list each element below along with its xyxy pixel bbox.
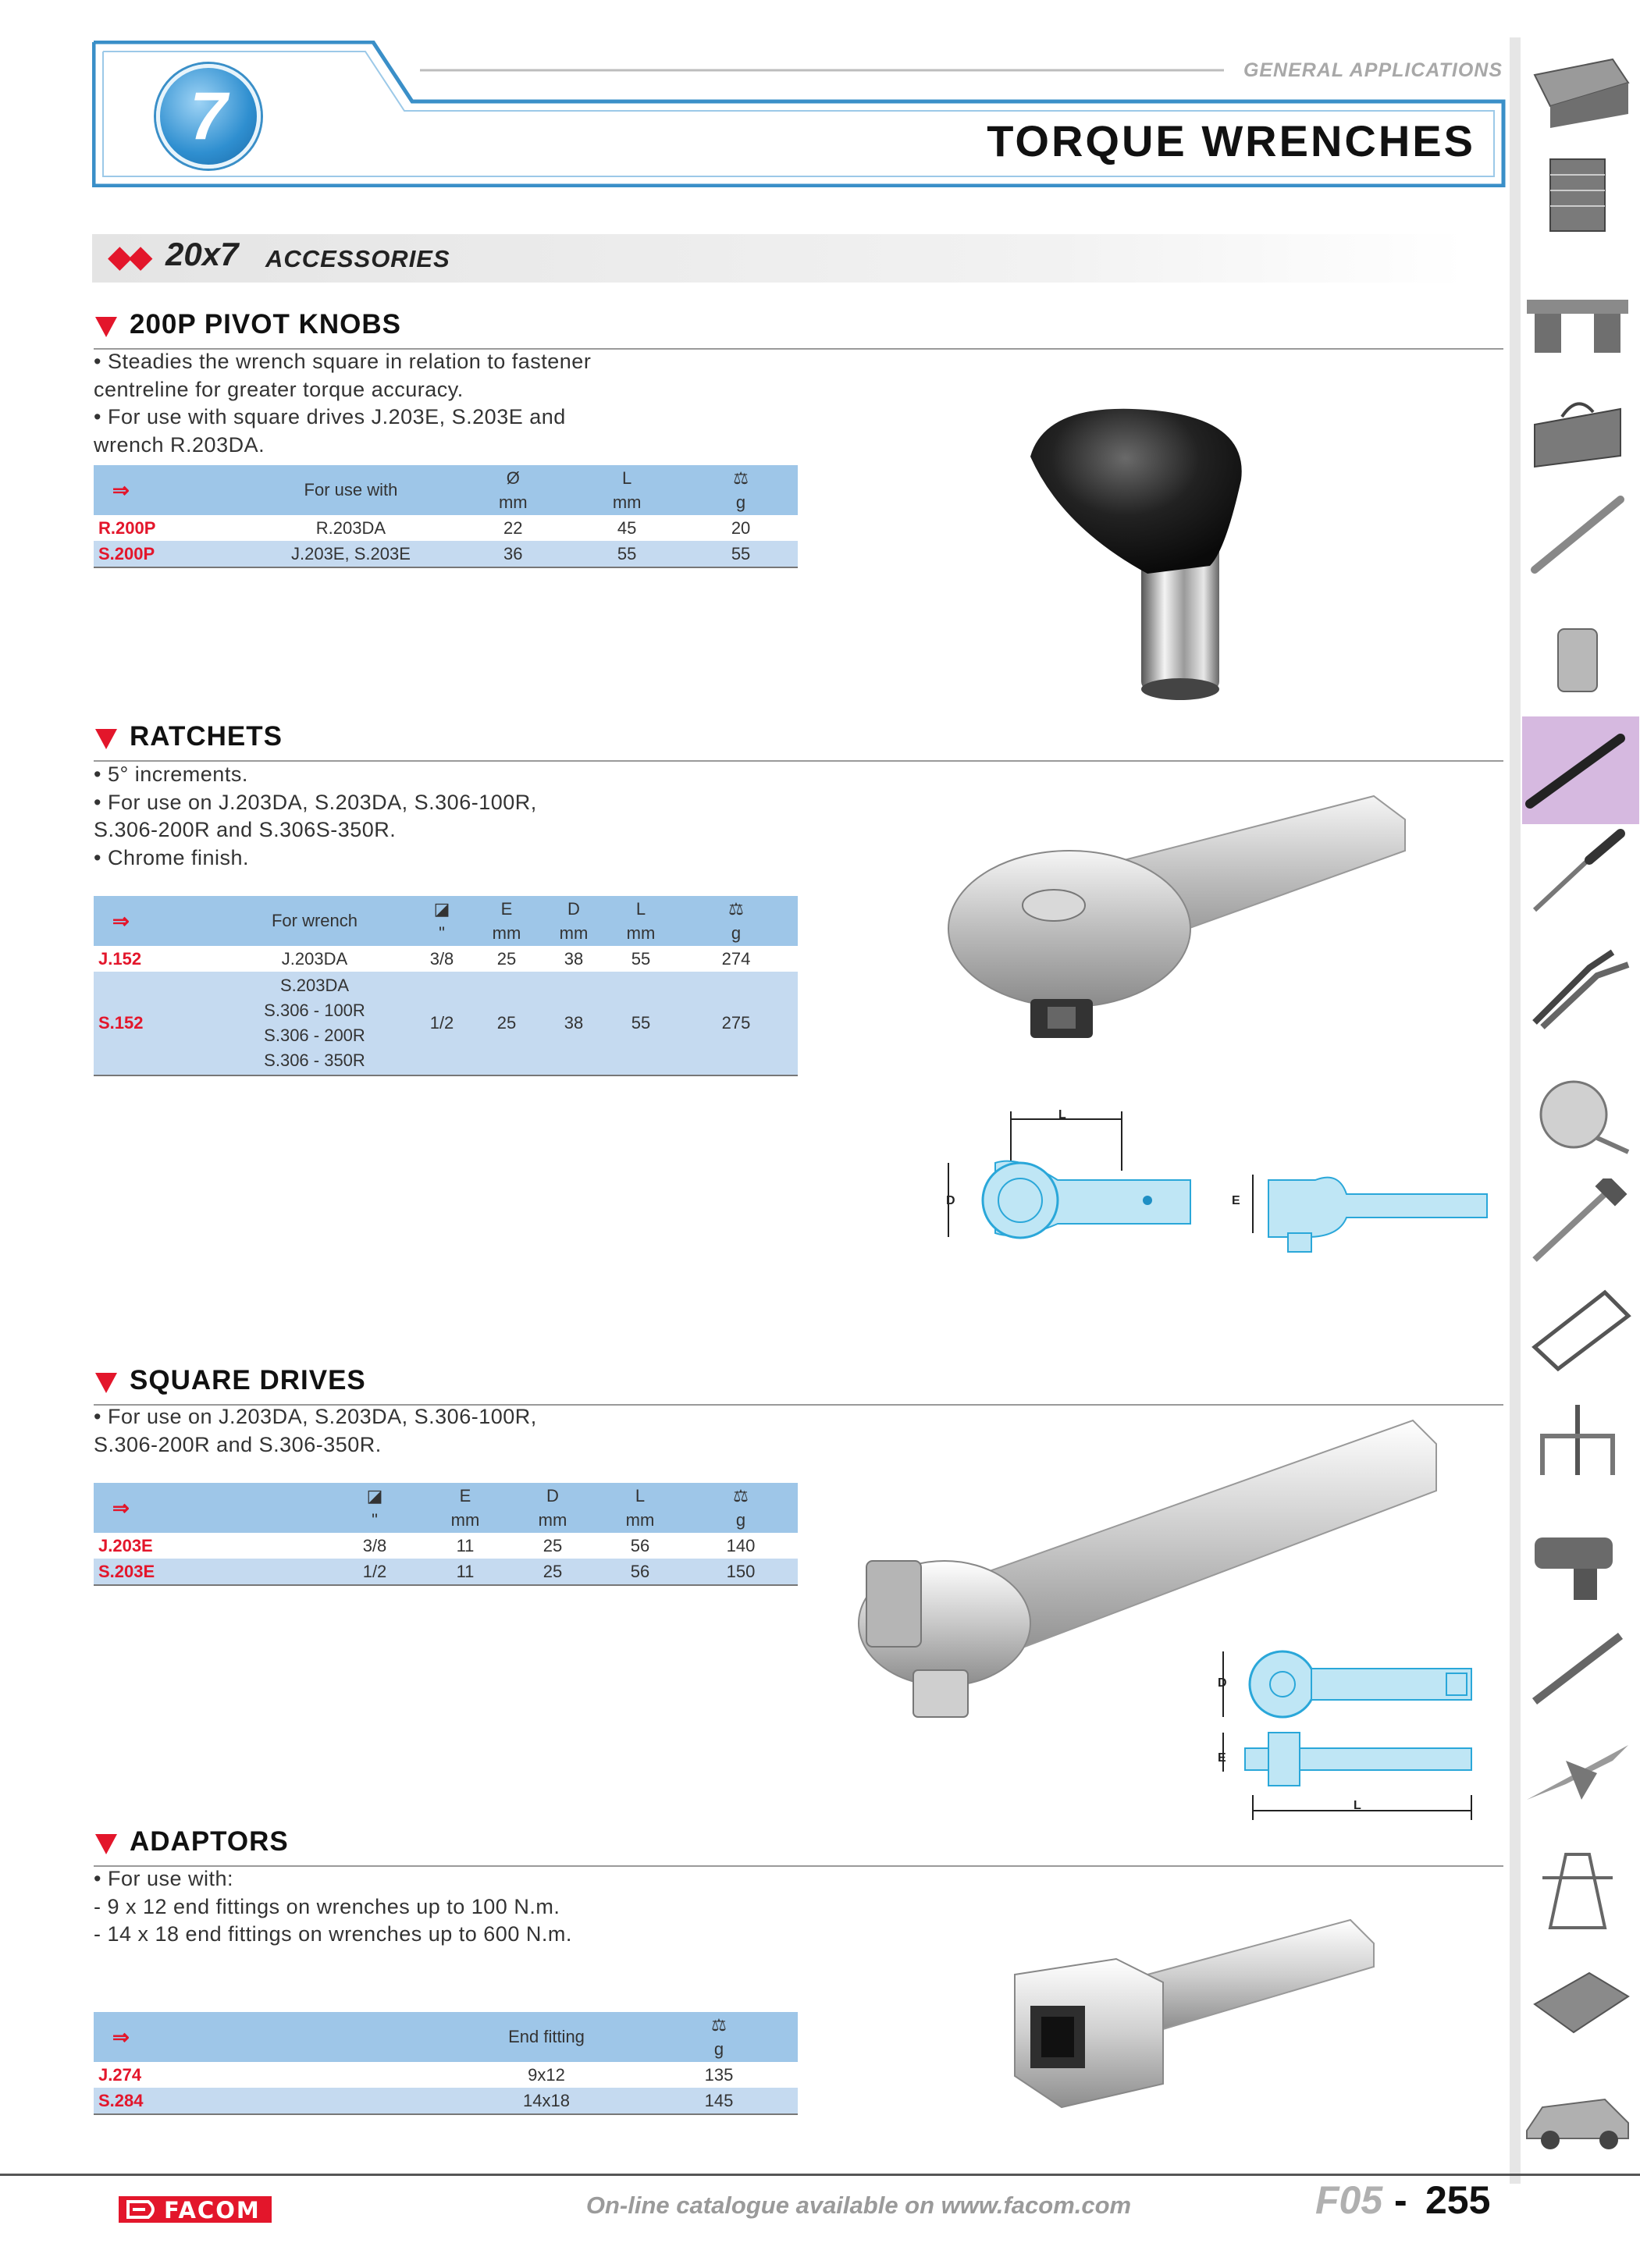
adaptors-table (94, 2012, 798, 2115)
section-heading-adaptors (94, 1823, 1503, 1867)
reference-cell: J.274 (94, 2062, 453, 2088)
column-header: End fitting (453, 2012, 640, 2062)
section-title: RATCHETS (130, 721, 283, 752)
table-cell: 38 (540, 972, 607, 1075)
table-cell: 11 (422, 1559, 509, 1585)
column-header: ◪ " (411, 896, 473, 946)
table-cell: 36 (456, 541, 570, 567)
table-cell: 3/8 (411, 946, 473, 972)
ratchet-image (937, 780, 1421, 1077)
column-header: For wrench (219, 896, 411, 946)
catalogue-code: F05 (1315, 2178, 1383, 2222)
adaptor-image (1007, 1912, 1382, 2131)
facom-brand-text: FACOM (164, 2197, 261, 2224)
section-title: SQUARE DRIVES (130, 1365, 366, 1395)
reference-cell: S.200P (94, 541, 246, 567)
column-header: L mm (607, 896, 674, 946)
description-line: • For use with: (94, 1867, 234, 1890)
table-cell: 150 (684, 1559, 798, 1585)
description-line: S.306-200R and S.306-350R. (94, 1432, 382, 1456)
table-cell: 45 (570, 515, 684, 541)
reference-column-icon: ⇒ (94, 896, 219, 946)
table-cell: 56 (596, 1559, 684, 1585)
dimension-label: L (1058, 1108, 1066, 1122)
impact-wrench-icon[interactable] (1519, 1514, 1636, 1601)
section-heading-pivot-knobs (94, 306, 1503, 350)
table-cell: S.203DA S.306 - 100R S.306 - 200R S.306 - 350R (219, 972, 411, 1075)
reference-cell: S.203E (94, 1559, 328, 1585)
column-header: Ø mm (456, 465, 570, 515)
adaptors-description (94, 1865, 572, 1949)
section-number: 20x7 (165, 236, 239, 272)
table-cell: 25 (473, 972, 540, 1075)
description-line: • Steadies the wrench square in relation to fastener (94, 350, 592, 373)
toolbox-icon[interactable] (1519, 386, 1636, 473)
tool-case-icon[interactable] (1519, 44, 1636, 131)
table-cell: 55 (684, 541, 798, 567)
pivot-knobs-table (94, 465, 798, 568)
square-drives-table (94, 1483, 798, 1586)
table-cell: 25 (509, 1533, 596, 1559)
ratchet-diagram (941, 1108, 1503, 1257)
column-header: For use with (246, 465, 457, 515)
ratchets-description (94, 761, 537, 872)
table-cell: 22 (456, 515, 570, 541)
table-cell: 140 (684, 1533, 798, 1559)
table-cell: 9x12 (453, 2062, 640, 2088)
description-line: • For use with square drives J.203E, S.203E and (94, 405, 566, 428)
column-header: D mm (509, 1483, 596, 1533)
table-cell: 145 (640, 2088, 798, 2114)
reference-cell: R.200P (94, 515, 246, 541)
table-cell: 20 (684, 515, 798, 541)
description-line: • For use on J.203DA, S.203DA, S.306-100R, (94, 790, 537, 814)
description-line: • Chrome finish. (94, 845, 250, 869)
reference-cell: J.152 (94, 946, 219, 972)
hammer-icon[interactable] (1519, 1178, 1636, 1266)
description-line: centreline for greater torque accuracy. (94, 377, 464, 401)
table-cell: 135 (640, 2062, 798, 2088)
pliers-icon[interactable] (1519, 944, 1636, 1032)
table-cell: 275 (674, 972, 798, 1075)
table-cell: J.203DA (219, 946, 411, 972)
table-row (94, 2062, 798, 2088)
table-row (94, 515, 798, 541)
dimension-label: E (1232, 1194, 1240, 1207)
section-title: 200P PIVOT KNOBS (130, 309, 401, 339)
table-cell: 25 (509, 1559, 596, 1585)
column-header: ⚖ g (674, 896, 798, 946)
column-header: ◪ " (328, 1483, 422, 1533)
red-triangle-icon (95, 1373, 117, 1393)
tool-cabinet-icon[interactable] (1519, 151, 1636, 239)
diamond-bullets-icon: ◆◆ (108, 240, 150, 274)
column-header: L mm (570, 465, 684, 515)
column-header: D mm (540, 896, 607, 946)
dimension-label: D (946, 1194, 955, 1207)
table-cell: 56 (596, 1533, 684, 1559)
page-separator: - (1394, 2178, 1407, 2222)
section-label: ACCESSORIES (265, 245, 450, 272)
description-line: • For use on J.203DA, S.203DA, S.306-100R, (94, 1405, 537, 1428)
category-label: GENERAL APPLICATIONS (1243, 59, 1503, 81)
table-cell: 1/2 (328, 1559, 422, 1585)
reference-cell: J.203E (94, 1533, 328, 1559)
reference-column-icon: ⇒ (94, 2012, 453, 2062)
column-header: ⚖ g (684, 1483, 798, 1533)
table-row (94, 1559, 798, 1585)
table-row (94, 972, 798, 1075)
table-cell: 11 (422, 1533, 509, 1559)
column-header: E mm (473, 896, 540, 946)
table-row (94, 1533, 798, 1559)
red-triangle-icon (95, 317, 117, 337)
footer-divider (0, 2174, 1640, 2176)
page-title: TORQUE WRENCHES (987, 116, 1475, 165)
table-cell: 55 (607, 946, 674, 972)
section-heading-square-drives (94, 1362, 1503, 1406)
table-row (94, 946, 798, 972)
hacksaw-icon[interactable] (1519, 1285, 1636, 1372)
table-cell: 25 (473, 946, 540, 972)
footer-catalogue-link[interactable]: On-line catalogue available on www.facom.com (585, 2192, 1132, 2219)
pivot-knobs-description (94, 348, 591, 459)
screwdriver-icon[interactable] (1519, 829, 1636, 916)
column-header: L mm (596, 1483, 684, 1533)
table-row (94, 2088, 798, 2114)
workbench-icon[interactable] (1519, 276, 1636, 364)
section-title: ADAPTORS (130, 1826, 289, 1857)
red-triangle-icon (95, 729, 117, 749)
puller-icon[interactable] (1519, 1397, 1636, 1484)
pipe-wrench-icon[interactable] (1519, 1623, 1636, 1711)
electrical-pylon-icon[interactable] (1519, 1847, 1636, 1934)
description-line: wrench R.203DA. (94, 432, 265, 457)
column-header: E mm (422, 1483, 509, 1533)
description-line: • 5° increments. (94, 763, 248, 786)
facom-logo (119, 2196, 272, 2223)
socket-icon[interactable] (1519, 617, 1636, 704)
description-line: - 14 x 18 end fittings on wrenches up to 600 N.m. (94, 1922, 572, 1946)
table-cell: 3/8 (328, 1533, 422, 1559)
ratchets-table (94, 896, 798, 1076)
table-cell: 14x18 (453, 2088, 640, 2114)
square-drives-description (94, 1403, 537, 1459)
table-cell: 38 (540, 946, 607, 972)
description-line: - 9 x 12 end fittings on wrenches up to 100 N.m. (94, 1894, 560, 1918)
reference-cell: S.152 (94, 972, 219, 1075)
circuit-board-icon[interactable] (1519, 1957, 1636, 2045)
table-cell: 55 (607, 972, 674, 1075)
spanner-icon[interactable] (1519, 492, 1636, 579)
section-heading-ratchets (94, 718, 1503, 762)
reference-column-icon: ⇒ (94, 1483, 328, 1533)
table-cell: J.203E, S.203E (246, 541, 457, 567)
table-cell: R.203DA (246, 515, 457, 541)
chapter-badge: 7 (156, 64, 261, 169)
description-line: S.306-200R and S.306S-350R. (94, 818, 397, 841)
table-cell: 55 (570, 541, 684, 567)
aircraft-icon[interactable] (1519, 1729, 1636, 1817)
dimension-label: E (1218, 1751, 1226, 1765)
tape-measure-icon[interactable] (1519, 1071, 1636, 1158)
torque-wrench-icon[interactable] (1519, 726, 1636, 813)
table-cell: 274 (674, 946, 798, 972)
square-drive-diagram (1214, 1639, 1479, 1826)
facom-logo-icon (125, 2199, 159, 2220)
pivot-knob-image (1015, 394, 1265, 706)
car-icon[interactable] (1519, 2068, 1636, 2156)
dimension-label: D (1218, 1676, 1227, 1690)
column-header: ⚖ g (684, 465, 798, 515)
dimension-label: L (1354, 1799, 1361, 1812)
page-number: 255 (1425, 2178, 1491, 2222)
reference-cell: S.284 (94, 2088, 453, 2114)
table-row (94, 541, 798, 567)
red-triangle-icon (95, 1834, 117, 1854)
table-cell: 1/2 (411, 972, 473, 1075)
column-header: ⚖ g (640, 2012, 798, 2062)
reference-column-icon: ⇒ (94, 465, 246, 515)
